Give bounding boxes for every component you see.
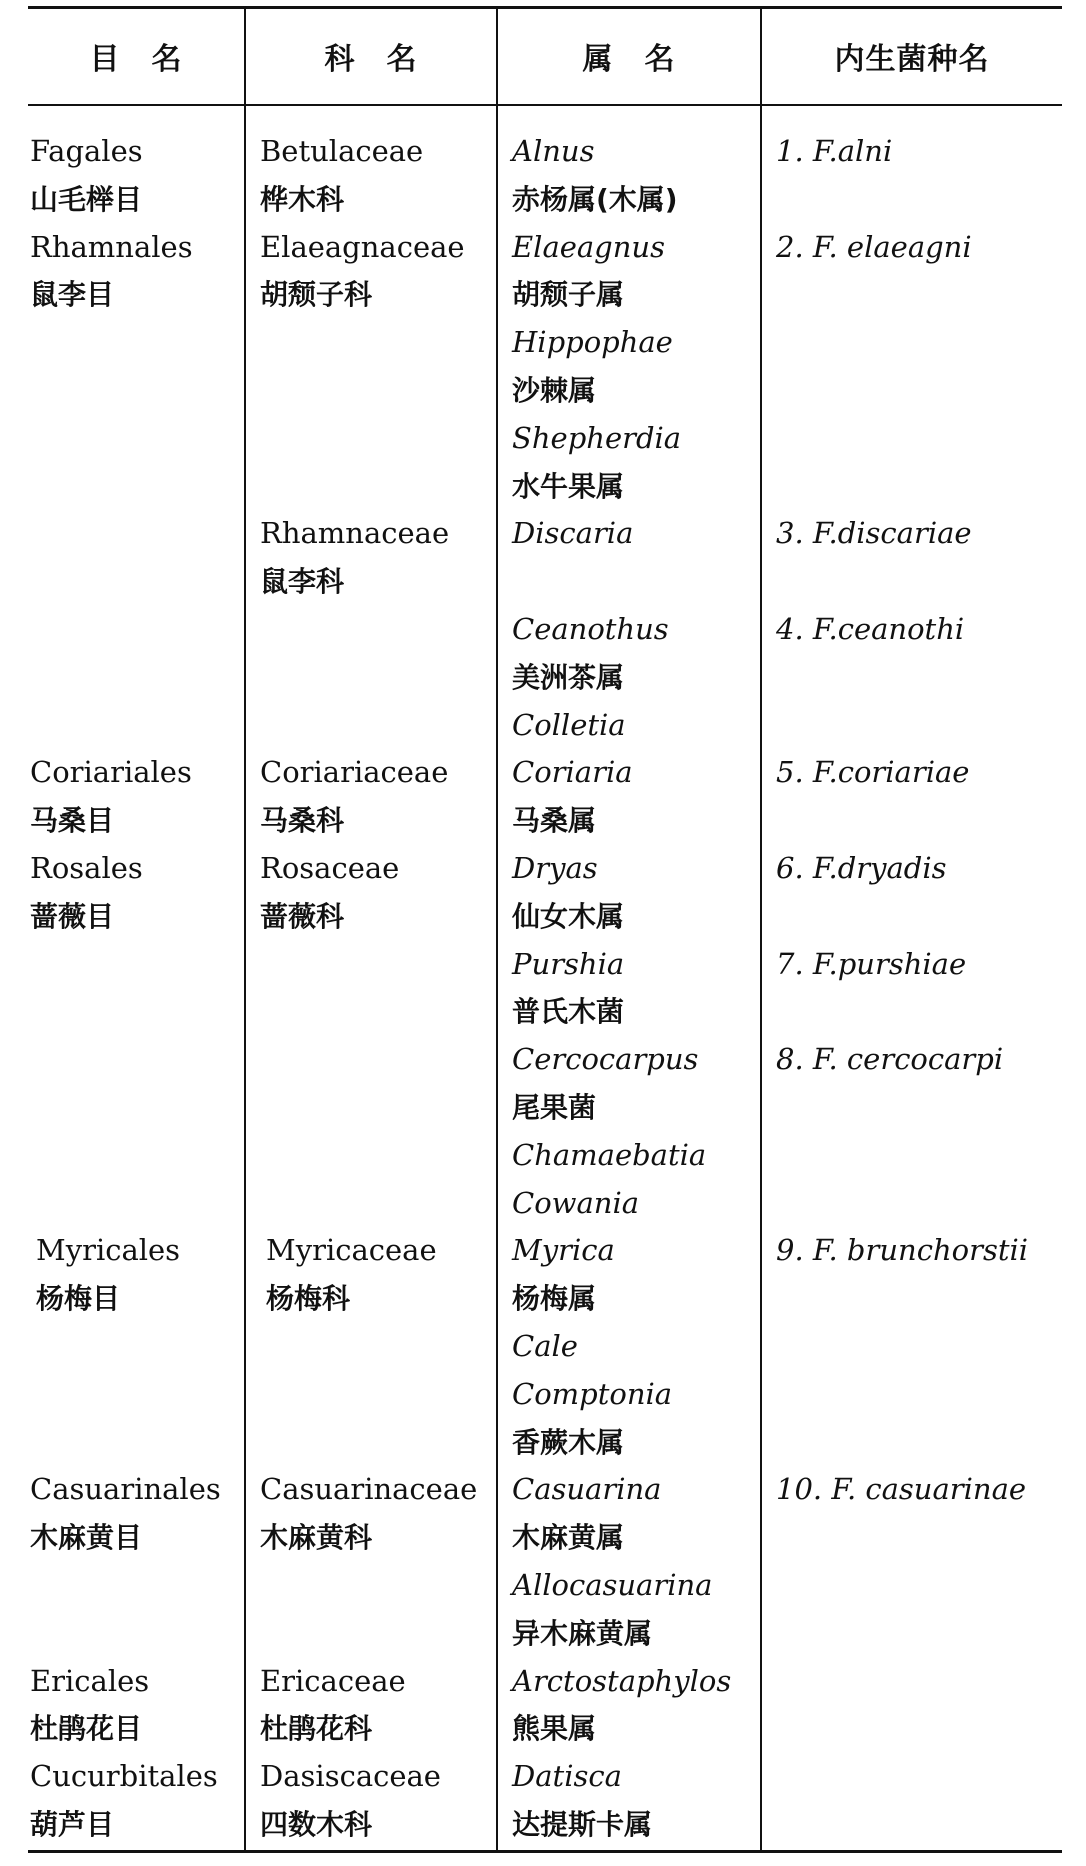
table-row	[0, 1705, 1086, 1753]
family-cell: Coriariaceae	[260, 755, 449, 790]
table-row	[0, 128, 1086, 176]
genus-cell: Discaria	[512, 516, 634, 551]
table-row	[0, 988, 1086, 1036]
table-row	[0, 1610, 1086, 1658]
species-cell: 1. F.alni	[776, 134, 893, 168]
genus-cell: Casuarina	[512, 1472, 662, 1507]
family-cell: Betulaceae	[260, 134, 424, 168]
species-cell: 3. F.discariae	[776, 516, 972, 551]
genus-cell: Datisca	[512, 1759, 622, 1794]
order-cell: Fagales	[30, 134, 143, 168]
table-row	[0, 606, 1086, 654]
table-row	[0, 797, 1086, 845]
table-row	[0, 1275, 1086, 1323]
genus-cell: Myrica	[512, 1233, 615, 1268]
family-cell: Ericaceae	[260, 1663, 406, 1698]
order-cell: 山毛榉目	[30, 182, 143, 216]
family-cell: 四数木科	[260, 1807, 373, 1841]
genus-cell: 赤杨属(木属)	[512, 182, 678, 216]
table-row	[0, 1466, 1086, 1514]
table-row	[0, 702, 1086, 750]
family-cell: Rhamnaceae	[260, 516, 450, 551]
genus-cell: Allocasuarina	[512, 1567, 713, 1602]
order-cell: 蔷薇目	[30, 899, 115, 933]
table-row	[0, 845, 1086, 893]
genus-cell: 香蕨木属	[512, 1425, 625, 1459]
table-row	[0, 176, 1086, 224]
table-row	[0, 1371, 1086, 1419]
genus-cell: Cale	[512, 1328, 578, 1363]
family-cell: Elaeagnaceae	[260, 229, 465, 264]
genus-cell: 普氏木菌	[512, 995, 625, 1029]
table-row	[0, 224, 1086, 272]
table-row	[0, 1036, 1086, 1084]
table-row	[0, 1562, 1086, 1610]
table-bottom-rule	[28, 1850, 1062, 1853]
header-endophyte-species: 内生菌种名	[834, 42, 990, 77]
order-cell: Casuarinales	[30, 1472, 221, 1507]
order-cell: Cucurbitales	[30, 1759, 218, 1794]
table-row	[0, 1132, 1086, 1180]
order-cell: 杜鹃花目	[30, 1712, 143, 1746]
table-row	[0, 1180, 1086, 1228]
genus-cell: Elaeagnus	[512, 229, 665, 264]
order-cell: 鼠李目	[30, 278, 115, 312]
table-row	[0, 415, 1086, 463]
header-order: 目 名	[89, 42, 183, 77]
family-cell: Myricaceae	[266, 1233, 437, 1268]
family-cell: 杜鹃花科	[260, 1712, 373, 1746]
genus-cell: 沙棘属	[512, 373, 597, 407]
species-cell: 8. F. cercocarpi	[776, 1042, 1004, 1077]
genus-cell: Colletia	[512, 707, 626, 742]
table-row	[0, 319, 1086, 367]
genus-cell: Chamaebatia	[512, 1137, 707, 1172]
family-cell: 蔷薇科	[260, 899, 345, 933]
genus-cell: 熊果属	[512, 1712, 597, 1746]
genus-cell: Purshia	[512, 946, 625, 981]
family-cell: 杨梅科	[266, 1282, 351, 1316]
table-header-rule	[28, 104, 1062, 106]
genus-cell: 胡颓子属	[512, 278, 625, 312]
table-row	[0, 1084, 1086, 1132]
table-row	[0, 367, 1086, 415]
table-row	[0, 1753, 1086, 1801]
species-cell: 4. F.ceanothi	[776, 611, 965, 646]
species-cell: 7. F.purshiae	[776, 946, 967, 981]
genus-cell: Shepherdia	[512, 420, 682, 455]
genus-cell: 达提斯卡属	[512, 1807, 653, 1841]
species-cell: 5. F.coriariae	[776, 755, 970, 790]
genus-cell: Dryas	[512, 850, 598, 885]
table-row	[0, 749, 1086, 797]
family-cell: Casuarinaceae	[260, 1472, 478, 1507]
order-cell: 木麻黄目	[30, 1521, 143, 1555]
genus-cell: Coriaria	[512, 755, 633, 790]
genus-cell: Hippophae	[512, 325, 673, 360]
table-row	[0, 941, 1086, 989]
genus-cell: 尾果菌	[512, 1090, 597, 1124]
table-row	[0, 1323, 1086, 1371]
species-cell: 9. F. brunchorstii	[776, 1233, 1029, 1268]
table-row	[0, 1514, 1086, 1562]
table-row	[0, 510, 1086, 558]
family-cell: Rosaceae	[260, 850, 400, 885]
family-cell: 胡颓子科	[260, 278, 373, 312]
table-row	[0, 1227, 1086, 1275]
order-cell: 马桑目	[30, 804, 115, 838]
order-cell: Ericales	[30, 1663, 150, 1698]
table-row	[0, 271, 1086, 319]
table-row	[0, 893, 1086, 941]
table-body	[0, 128, 1086, 1849]
order-cell: Rosales	[30, 850, 143, 885]
family-cell: 木麻黄科	[260, 1521, 373, 1555]
table-row	[0, 1658, 1086, 1706]
genus-cell: 仙女木属	[512, 899, 625, 933]
species-cell: 10. F. casuarinae	[776, 1472, 1027, 1507]
genus-cell: Cercocarpus	[512, 1042, 699, 1077]
genus-cell: 美洲茶属	[512, 660, 625, 694]
genus-cell: Alnus	[512, 134, 595, 168]
genus-cell: Comptonia	[512, 1376, 673, 1411]
family-cell: 马桑科	[260, 804, 345, 838]
table-row	[0, 1419, 1086, 1467]
genus-cell: 水牛果属	[512, 469, 625, 503]
genus-cell: 杨梅属	[512, 1282, 597, 1316]
genus-cell: Arctostaphylos	[512, 1663, 732, 1698]
header-family: 科 名	[324, 42, 418, 77]
family-cell: 桦木科	[260, 182, 345, 216]
header-genus: 属 名	[582, 42, 676, 77]
table-row	[0, 463, 1086, 511]
order-cell: Coriariales	[30, 755, 192, 790]
genus-cell: 异木麻黄属	[512, 1616, 653, 1650]
order-cell: Rhamnales	[30, 229, 193, 264]
species-cell: 6. F.dryadis	[776, 850, 947, 885]
family-cell: 鼠李科	[260, 565, 345, 599]
genus-cell: 木麻黄属	[512, 1521, 625, 1555]
table-row	[0, 654, 1086, 702]
family-cell: Dasiscaceae	[260, 1759, 441, 1794]
order-cell: 杨梅目	[36, 1282, 121, 1316]
table-row	[0, 1801, 1086, 1849]
genus-cell: Ceanothus	[512, 611, 669, 646]
table-row	[0, 558, 1086, 606]
genus-cell: Cowania	[512, 1185, 640, 1220]
genus-cell: 马桑属	[512, 804, 597, 838]
order-cell: Myricales	[36, 1233, 181, 1268]
order-cell: 葫芦目	[30, 1807, 115, 1841]
species-cell: 2. F. elaeagni	[776, 229, 972, 264]
